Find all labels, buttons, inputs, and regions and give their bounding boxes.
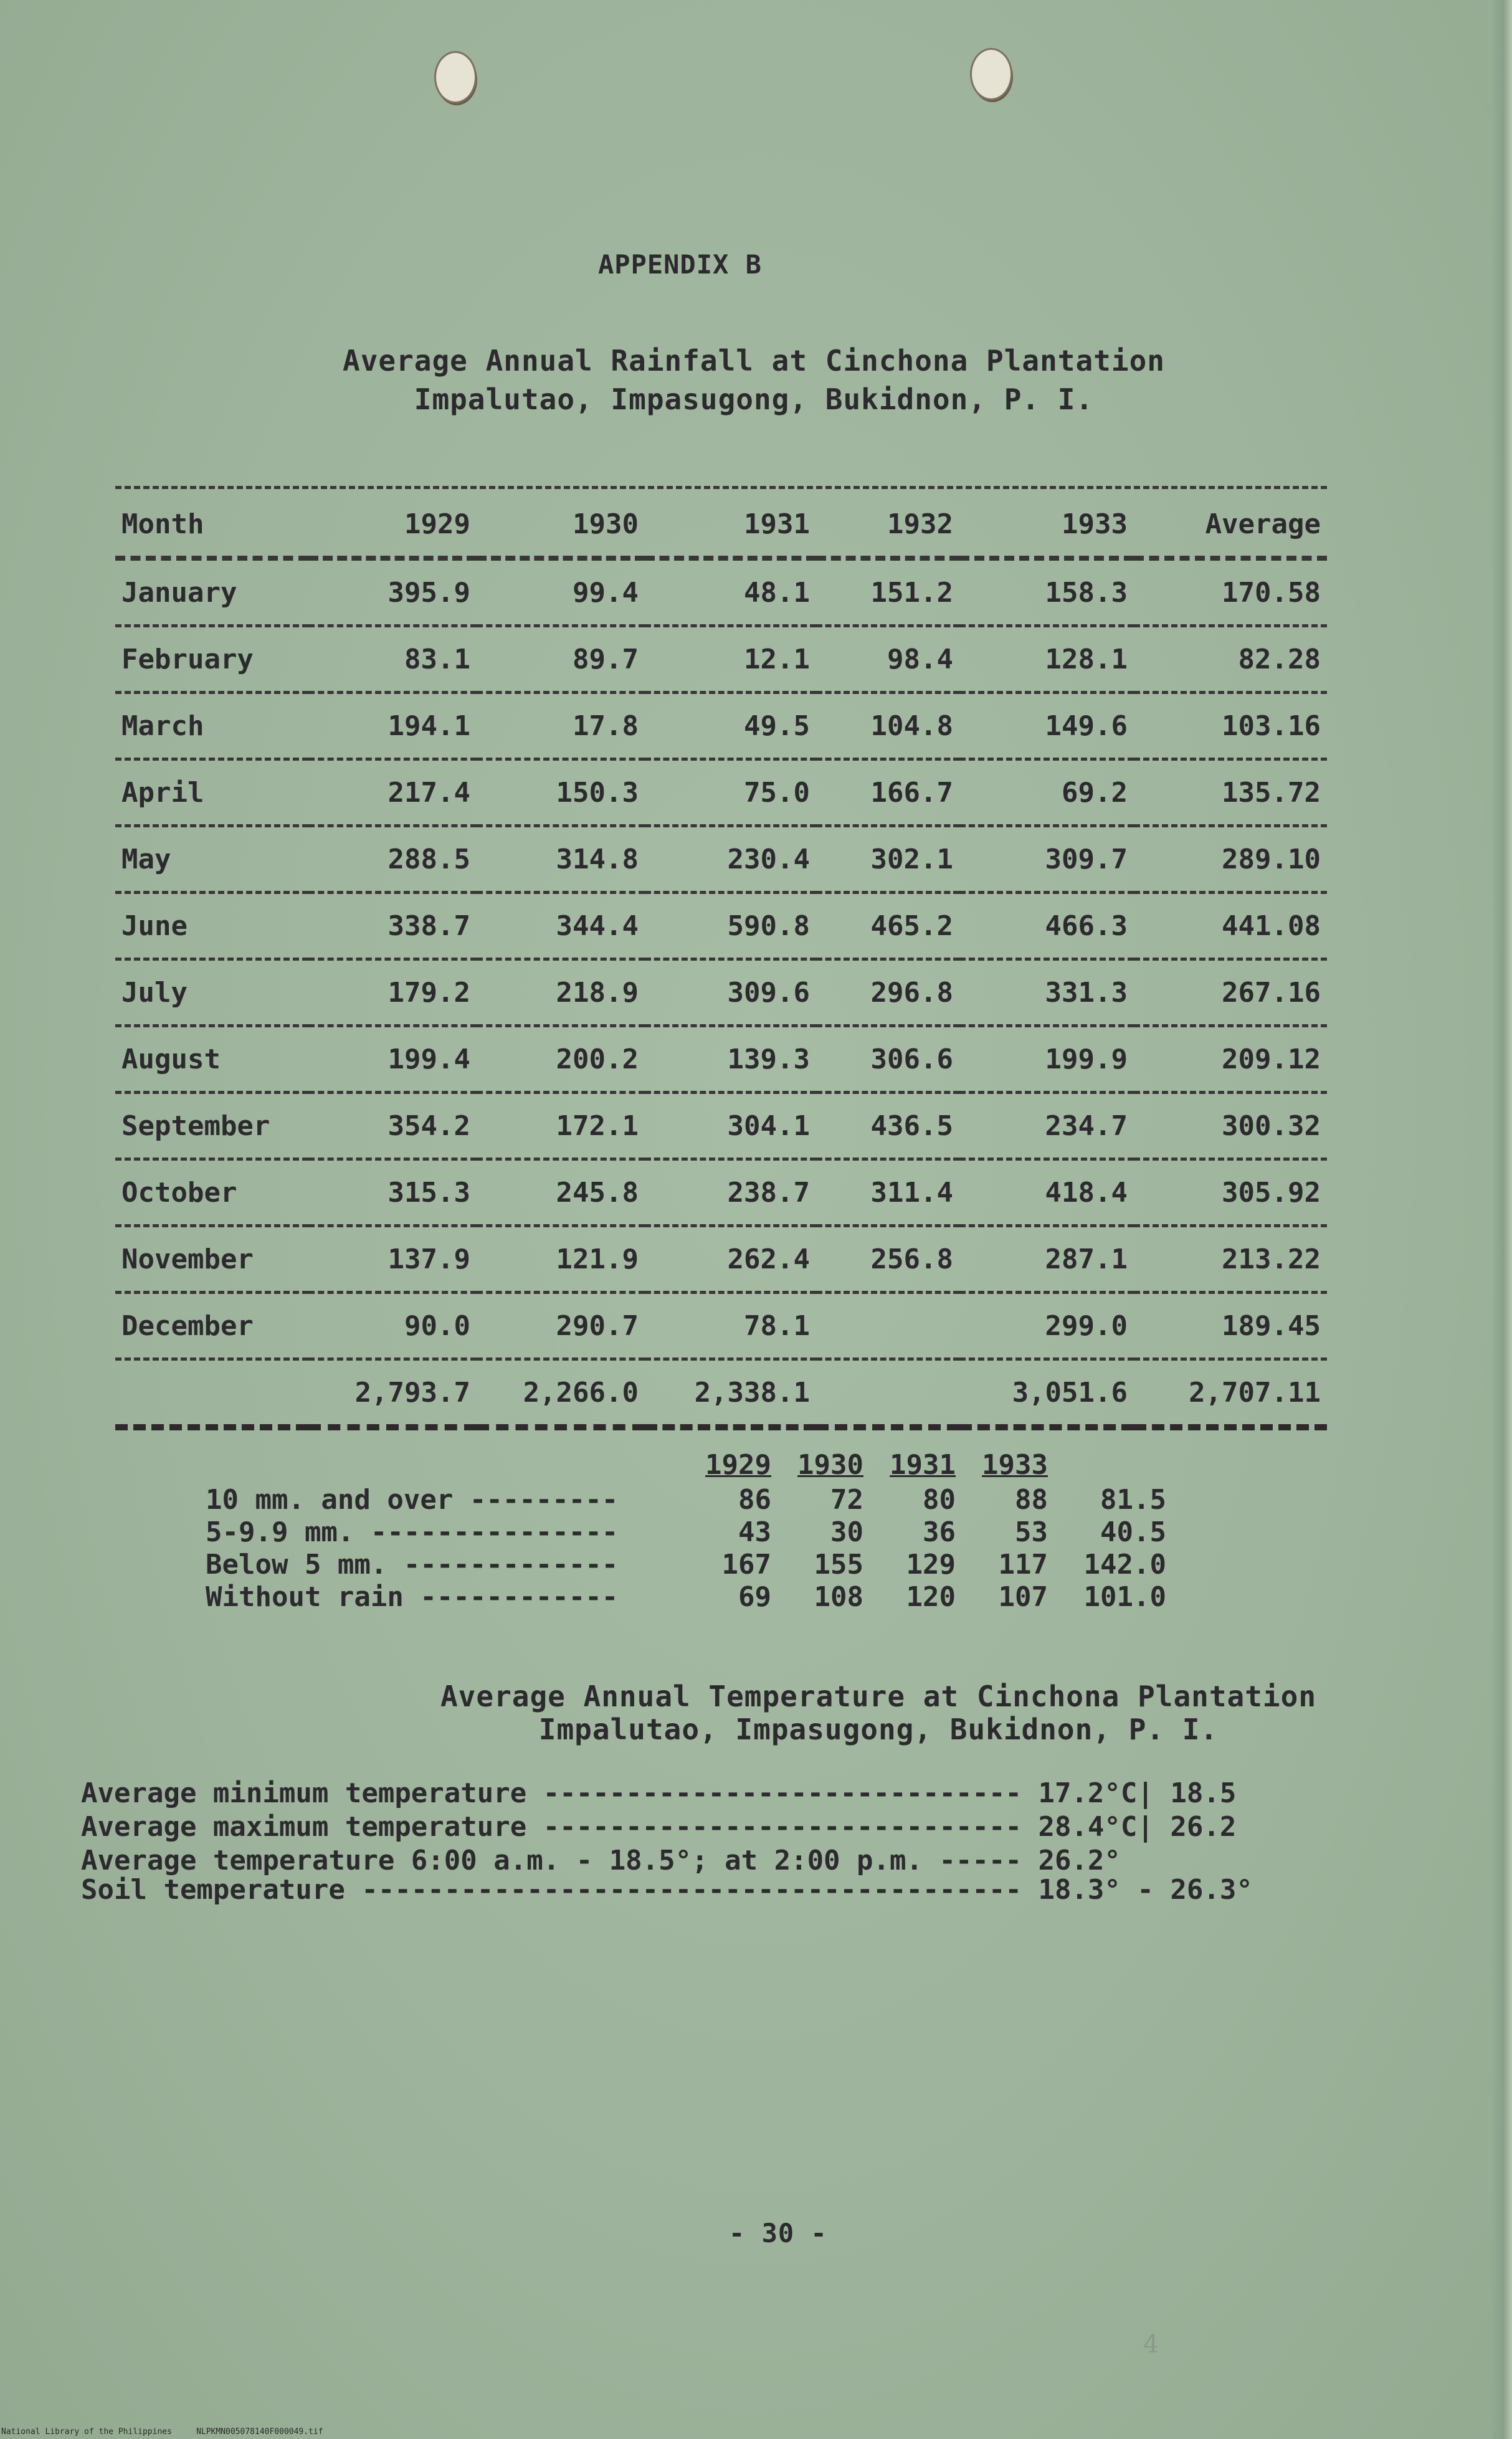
rain-days-label: Without rain ------------	[206, 1581, 619, 1613]
value-cell: 256.8	[816, 1226, 959, 1293]
temperature-value: 28.4°C	[1038, 1811, 1138, 1843]
average-cell: 170.58	[1134, 558, 1327, 626]
value-cell: 290.7	[477, 1293, 645, 1359]
month-cell: March	[115, 693, 308, 759]
rain-days-value: 36	[923, 1516, 956, 1548]
month-cell: February	[115, 626, 308, 693]
table-row	[115, 893, 1327, 959]
value-cell: 311.4	[816, 1159, 959, 1226]
month-cell: July	[115, 959, 308, 1026]
rain-days-year: 1931	[890, 1448, 956, 1481]
value-cell: 234.7	[959, 1093, 1134, 1159]
rain-days-year: 1933	[982, 1448, 1048, 1481]
rain-days-header-blank	[206, 1448, 679, 1483]
value-cell: 104.8	[816, 693, 959, 759]
value-cell: 194.1	[308, 693, 477, 759]
header-month: Month	[115, 492, 308, 558]
average-cell: 103.16	[1134, 693, 1327, 759]
totals-row	[115, 1359, 1327, 1428]
temperature-extra: | 18.5	[1137, 1777, 1237, 1809]
average-cell: 267.16	[1134, 959, 1327, 1026]
value-cell: 75.0	[645, 759, 816, 826]
average-cell: 213.22	[1134, 1226, 1327, 1293]
table-row	[206, 1581, 1166, 1613]
table-row	[115, 558, 1327, 626]
temperature-row	[81, 1845, 1121, 1876]
value-cell: 139.3	[645, 1026, 816, 1093]
value-cell: 262.4	[645, 1226, 816, 1293]
temperature-row	[81, 1874, 1253, 1906]
rain-days-value: 43	[738, 1516, 771, 1548]
average-cell: 300.32	[1134, 1093, 1327, 1159]
value-cell: 309.7	[959, 826, 1134, 893]
value-cell: 436.5	[816, 1093, 959, 1159]
average-cell: 135.72	[1134, 759, 1327, 826]
value-cell: 150.3	[477, 759, 645, 826]
value-cell: 245.8	[477, 1159, 645, 1226]
temperature-label: Average minimum temperature -----------------------------	[81, 1777, 1022, 1809]
header-1930: 1930	[477, 492, 645, 558]
table-row	[206, 1483, 1166, 1516]
rain-days-header	[206, 1448, 1166, 1483]
rainfall-title-line2: Impalutao, Impasugong, Bukidnon, P. I.	[414, 383, 1094, 416]
header-1932: 1932	[816, 492, 959, 558]
rain-days-value: 120	[906, 1581, 956, 1613]
temperature-row	[81, 1777, 1236, 1809]
value-cell: 149.6	[959, 693, 1134, 759]
value-cell: 299.0	[959, 1293, 1134, 1359]
rain-days-value: 155	[814, 1548, 863, 1581]
value-cell: 179.2	[308, 959, 477, 1026]
rain-days-year: 1930	[797, 1448, 863, 1481]
value-cell: 418.4	[959, 1159, 1134, 1226]
value-cell: 128.1	[959, 626, 1134, 693]
table-row	[115, 959, 1327, 1026]
table-row	[115, 826, 1327, 893]
header-average: Average	[1134, 492, 1327, 558]
temperature-value: 17.2°C	[1038, 1777, 1138, 1809]
punch-hole-right	[972, 50, 1010, 98]
rain-days-value: 108	[814, 1581, 863, 1613]
value-cell: 590.8	[645, 893, 816, 959]
value-cell: 238.7	[645, 1159, 816, 1226]
rain-days-value: 167	[721, 1548, 771, 1581]
month-cell: May	[115, 826, 308, 893]
rain-days-label: 5-9.9 mm. ---------------	[206, 1516, 619, 1548]
rain-days-average: 40.5	[1100, 1516, 1166, 1548]
pencil-mark: 4	[1143, 2330, 1159, 2359]
rain-days-value: 107	[998, 1581, 1048, 1613]
rain-days-label: 10 mm. and over ---------	[206, 1483, 619, 1516]
value-cell: 48.1	[645, 558, 816, 626]
archive-footer: National Library of the Philippines NLPKMN005078140F000049.tif	[1, 2427, 323, 2437]
table-row	[115, 1026, 1327, 1093]
table-row	[206, 1516, 1166, 1548]
average-cell: 305.92	[1134, 1159, 1327, 1226]
month-cell: January	[115, 558, 308, 626]
punch-hole-left	[436, 53, 475, 102]
value-cell: 172.1	[477, 1093, 645, 1159]
month-cell: December	[115, 1293, 308, 1359]
table-row	[115, 693, 1327, 759]
value-cell: 344.4	[477, 893, 645, 959]
rain-days-value: 129	[906, 1548, 956, 1581]
total-cell: 3,051.6	[959, 1359, 1134, 1428]
value-cell: 296.8	[816, 959, 959, 1026]
value-cell: 287.1	[959, 1226, 1134, 1293]
rain-days-year: 1929	[705, 1448, 771, 1481]
rain-days-value: 80	[923, 1483, 956, 1516]
value-cell: 199.9	[959, 1026, 1134, 1093]
temperature-label: Soil temperature ----------------------------------------	[81, 1874, 1022, 1906]
average-cell: 209.12	[1134, 1026, 1327, 1093]
value-cell: 90.0	[308, 1293, 477, 1359]
table-row	[115, 626, 1327, 693]
average-cell: 189.45	[1134, 1293, 1327, 1359]
rain-days-value: 72	[830, 1483, 863, 1516]
month-cell: October	[115, 1159, 308, 1226]
table-row	[115, 1093, 1327, 1159]
value-cell: 83.1	[308, 626, 477, 693]
temperature-value: 18.3° - 26.3°	[1038, 1874, 1253, 1906]
value-cell: 302.1	[816, 826, 959, 893]
value-cell: 89.7	[477, 626, 645, 693]
total-cell: 2,793.7	[308, 1359, 477, 1428]
appendix-heading: APPENDIX B	[598, 249, 762, 280]
rainfall-table	[115, 492, 1327, 1430]
value-cell: 158.3	[959, 558, 1134, 626]
page-number: - 30 -	[729, 2218, 827, 2248]
value-cell: 338.7	[308, 893, 477, 959]
total-cell	[816, 1359, 959, 1428]
value-cell: 309.6	[645, 959, 816, 1026]
value-cell: 304.1	[645, 1093, 816, 1159]
rain-days-average: 81.5	[1100, 1483, 1166, 1516]
temperature-title-line2: Impalutao, Impasugong, Bukidnon, P. I.	[538, 1713, 1219, 1746]
totals-label-cell	[115, 1359, 308, 1428]
rain-days-value: 69	[738, 1581, 771, 1613]
table-row	[115, 759, 1327, 826]
value-cell: 354.2	[308, 1093, 477, 1159]
header-1929: 1929	[308, 492, 477, 558]
total-cell: 2,266.0	[477, 1359, 645, 1428]
table-top-rule	[115, 486, 1327, 489]
value-cell: 49.5	[645, 693, 816, 759]
temperature-value: 26.2°	[1038, 1845, 1121, 1876]
value-cell: 288.5	[308, 826, 477, 893]
average-cell: 289.10	[1134, 826, 1327, 893]
value-cell	[816, 1293, 959, 1359]
value-cell: 465.2	[816, 893, 959, 959]
rainfall-header-row	[115, 492, 1327, 558]
rainfall-title-line1: Average Annual Rainfall at Cinchona Plantation	[343, 344, 1165, 378]
value-cell: 314.8	[477, 826, 645, 893]
table-row	[115, 1293, 1327, 1359]
value-cell: 137.9	[308, 1226, 477, 1293]
value-cell: 218.9	[477, 959, 645, 1026]
temperature-extra: | 26.2	[1137, 1811, 1237, 1843]
value-cell: 466.3	[959, 893, 1134, 959]
month-cell: June	[115, 893, 308, 959]
value-cell: 331.3	[959, 959, 1134, 1026]
average-cell: 441.08	[1134, 893, 1327, 959]
value-cell: 166.7	[816, 759, 959, 826]
value-cell: 395.9	[308, 558, 477, 626]
rain-days-label: Below 5 mm. -------------	[206, 1548, 619, 1581]
value-cell: 98.4	[816, 626, 959, 693]
value-cell: 200.2	[477, 1026, 645, 1093]
value-cell: 99.4	[477, 558, 645, 626]
value-cell: 230.4	[645, 826, 816, 893]
value-cell: 69.2	[959, 759, 1134, 826]
rain-days-value: 30	[830, 1516, 863, 1548]
average-cell: 82.28	[1134, 626, 1327, 693]
value-cell: 121.9	[477, 1226, 645, 1293]
value-cell: 12.1	[645, 626, 816, 693]
rain-days-avg-header	[1048, 1448, 1166, 1483]
table-row	[115, 1159, 1327, 1226]
header-1933: 1933	[959, 492, 1134, 558]
rain-days-value: 86	[738, 1483, 771, 1516]
rain-days-value: 88	[1015, 1483, 1048, 1516]
month-cell: August	[115, 1026, 308, 1093]
month-cell: November	[115, 1226, 308, 1293]
rain-days-value: 53	[1015, 1516, 1048, 1548]
header-1931: 1931	[645, 492, 816, 558]
value-cell: 315.3	[308, 1159, 477, 1226]
temperature-row	[81, 1811, 1236, 1843]
temperature-label: Average maximum temperature -----------------------------	[81, 1811, 1022, 1843]
temperature-title-line1: Average Annual Temperature at Cinchona Plantation	[440, 1680, 1317, 1713]
value-cell: 306.6	[816, 1026, 959, 1093]
value-cell: 151.2	[816, 558, 959, 626]
value-cell: 217.4	[308, 759, 477, 826]
rain-days-average: 101.0	[1083, 1581, 1166, 1613]
month-cell: September	[115, 1093, 308, 1159]
rain-days-value: 117	[998, 1548, 1048, 1581]
value-cell: 17.8	[477, 693, 645, 759]
table-row	[206, 1548, 1166, 1581]
table-row	[115, 1226, 1327, 1293]
month-cell: April	[115, 759, 308, 826]
paper-edge	[1491, 0, 1512, 2439]
value-cell: 199.4	[308, 1026, 477, 1093]
total-cell: 2,338.1	[645, 1359, 816, 1428]
value-cell: 78.1	[645, 1293, 816, 1359]
rain-days-table	[206, 1448, 1166, 1613]
rain-days-average: 142.0	[1083, 1548, 1166, 1581]
total-average-cell: 2,707.11	[1134, 1359, 1327, 1428]
temperature-label: Average temperature 6:00 a.m. - 18.5°; at 2:00 p.m. -----	[81, 1845, 1022, 1876]
